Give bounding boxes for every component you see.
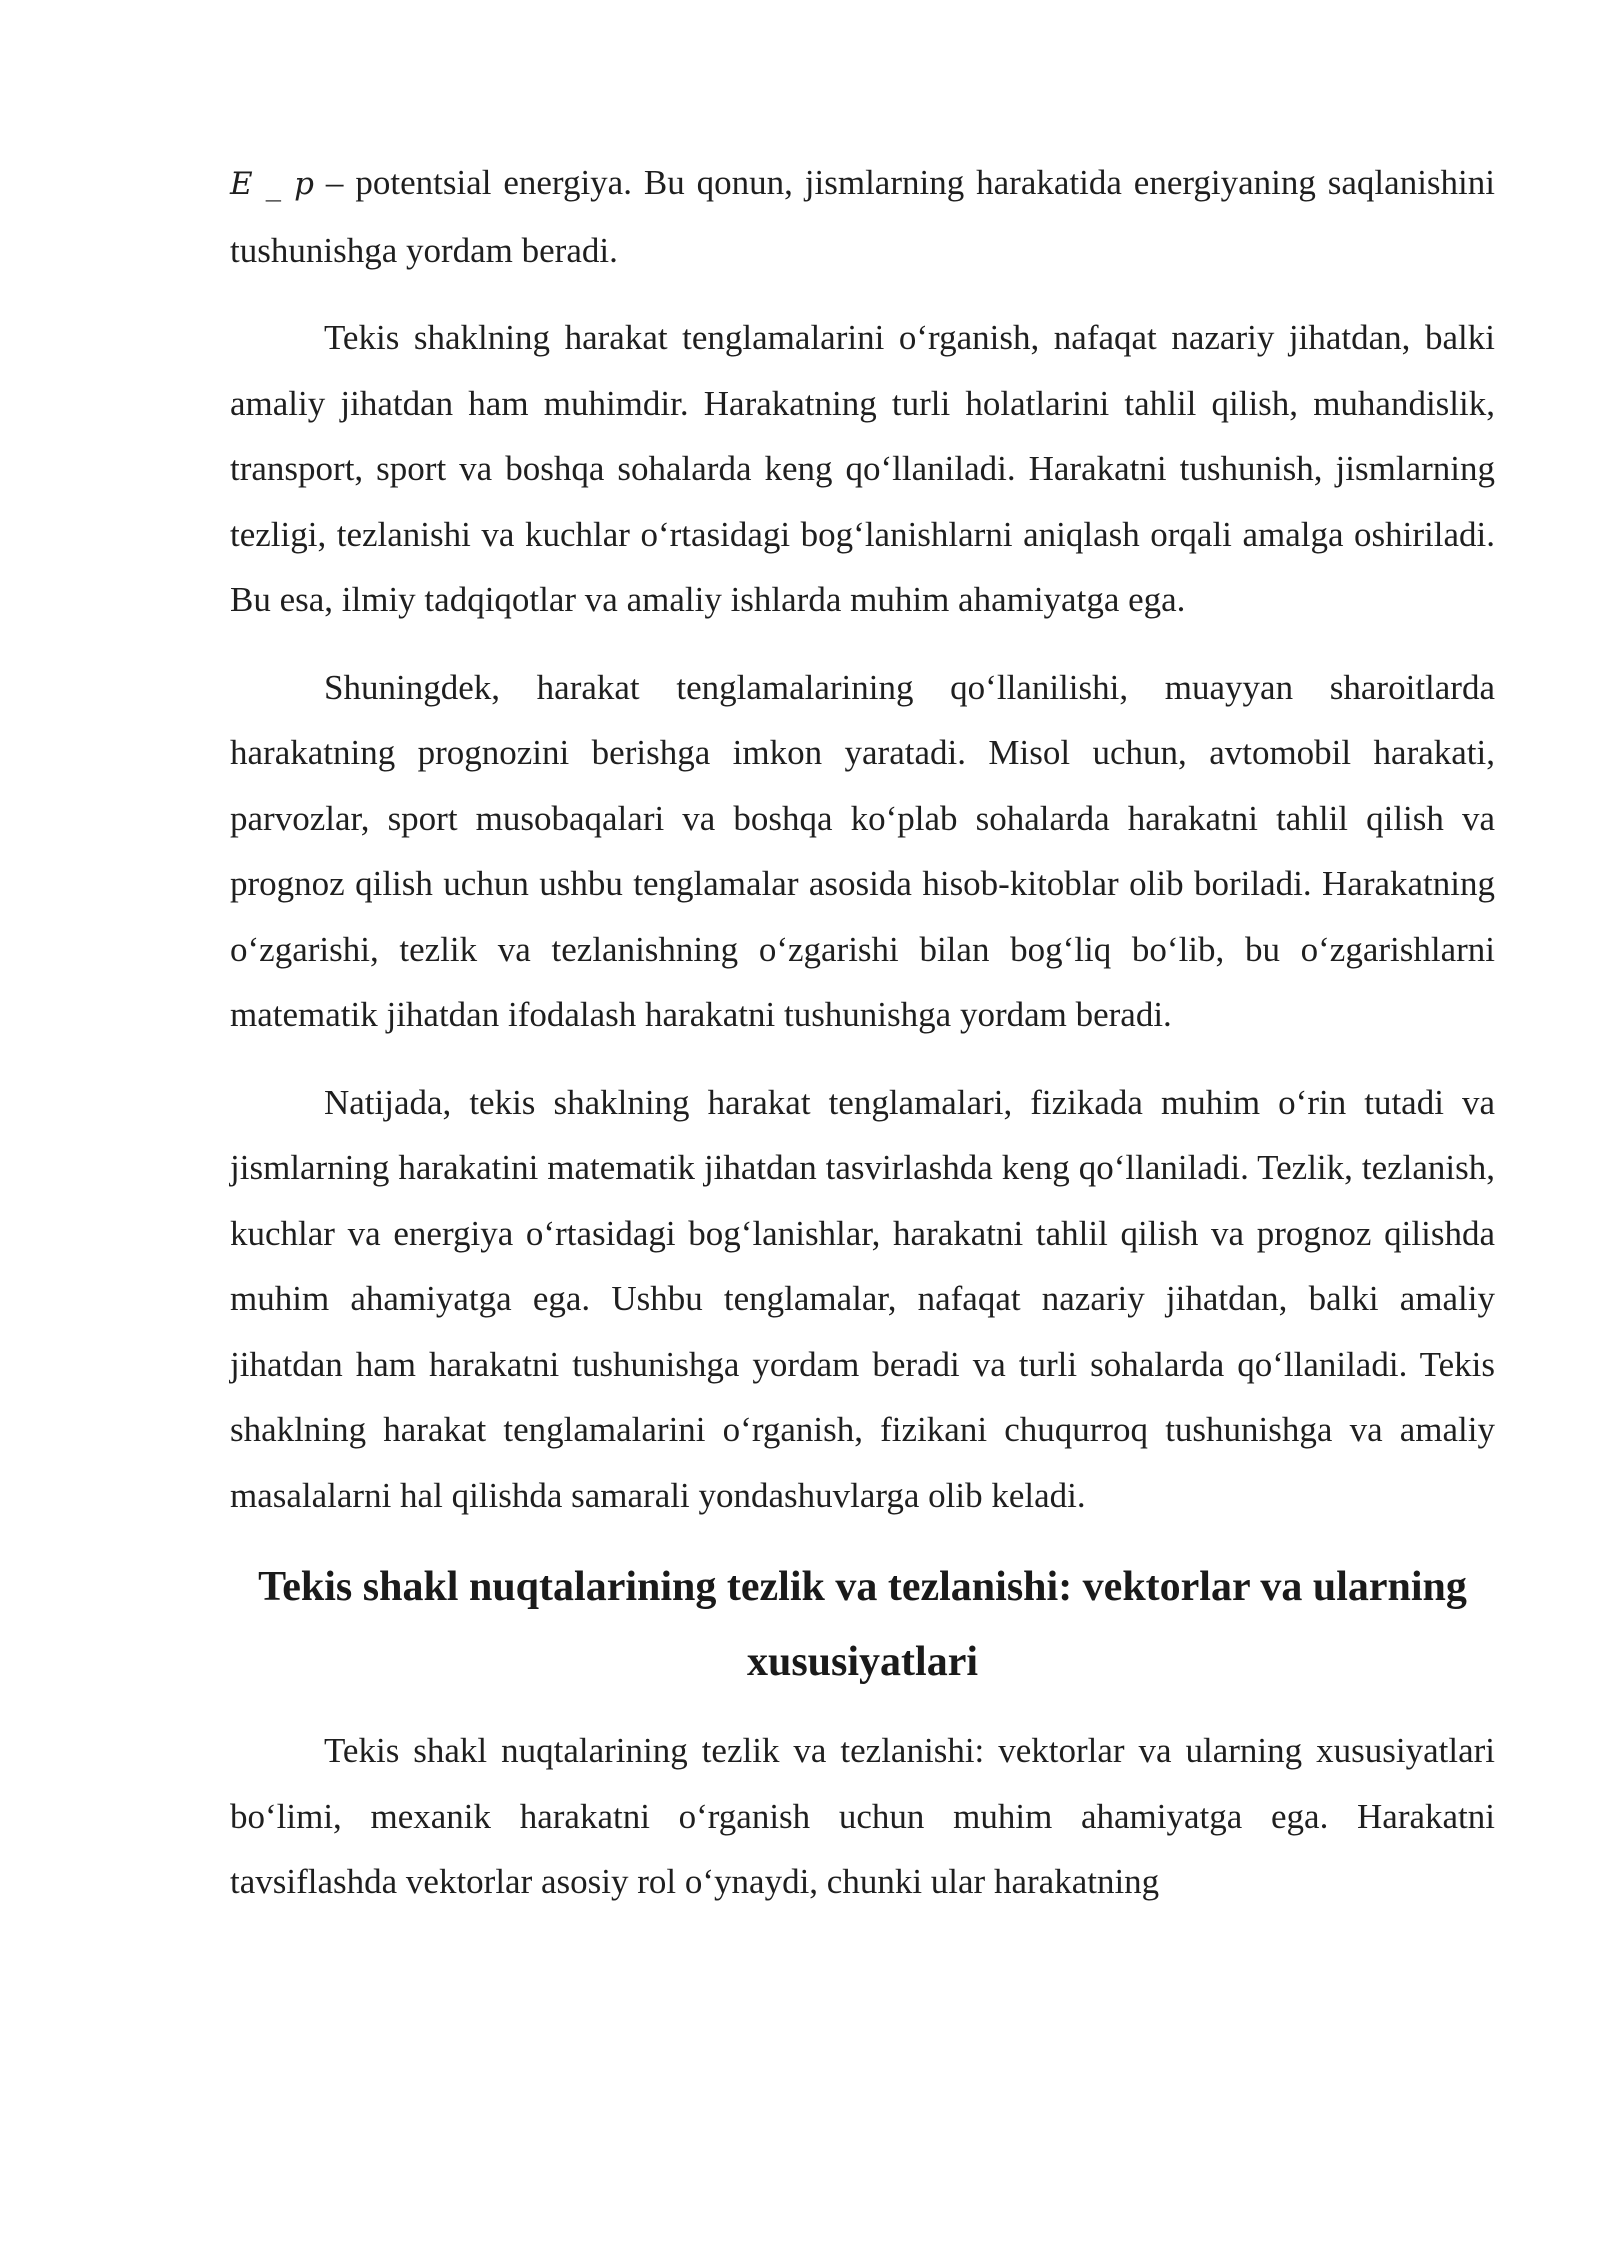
intro-paragraph: [230, 150, 1495, 283]
paragraph-1: Tekis shaklning harakat tenglamalarini o‘rganish, nafaqat nazariy jihatdan, balki amaliy jihatdan ham muhimdir. Harakatning turli holatlarini tahlil qilish, muhandislik, transport, sport va boshqa sohalarda keng qo‘llaniladi. Harakatni tushunish, jismlarning tezligi, tezlanishi va kuchlar o‘rtasidagi bog‘lanishlarni aniqlash orqali amalga oshiriladi. Bu esa, ilmiy tadqiqotlar va amaliy ishlarda muhim ahamiyatga ega.: [230, 318, 1495, 619]
formula-ep: E _ p: [230, 166, 315, 202]
intro-text: – potentsial energiya. Bu qonun, jismlarning harakatida energiyaning saqlanishini tushunishga yordam beradi.: [230, 163, 1495, 270]
paragraph-3: Natijada, tekis shaklning harakat tenglamalari, fizikada muhim o‘rin tutadi va jismlarning harakatini matematik jihatdan tasvirlashda keng qo‘llaniladi. Tezlik, tezlanish, kuchlar va energiya o‘rtasidagi bog‘lanishlar, harakatni tahlil qilish va prognoz qilishda muhim ahamiyatga ega. Ushbu tenglamalar, nafaqat nazariy jihatdan, balki amaliy jihatdan ham harakatni tushunishga yordam beradi va turli sohalarda qo‘llaniladi. Tekis shaklning harakat tenglamalarini o‘rganish, fizikani chuqurroq tushunishga va amaliy masalalarni hal qilishda samarali yondashuvlarga olib keladi.: [230, 1082, 1495, 1515]
section-heading: Tekis shakl nuqtalarining tezlik va tezlanishi: vektorlar va ularning xususiyatlari: [258, 1564, 1467, 1685]
paragraph-2: Shuningdek, harakat tenglamalarining qo‘llanilishi, muayyan sharoitlarda harakatning prognozini berishga imkon yaratadi. Misol uchun, avtomobil harakati, parvozlar, sport musobaqalari va boshqa ko‘plab sohalarda harakatni tahlil qilish va prognoz qilish uchun ushbu tenglamalar asosida hisob-kitoblar olib boriladi. Harakatning o‘zgarishi, tezlik va tezlanishning o‘zgarishi bilan bog‘liq bo‘lib, bu o‘zgarishlarni matematik jihatdan ifodalash harakatni tushunishga yordam beradi.: [230, 667, 1495, 1034]
document-page: [230, 150, 1495, 1937]
section-paragraph: Tekis shakl nuqtalarining tezlik va tezlanishi: vektorlar va ularning xususiyatlari bo‘limi, mexanik harakatni o‘rganish uchun muhim ahamiyatga ega. Harakatni tavsiflashda vektorlar asosiy rol o‘ynaydi, chunki ular harakatning: [230, 1731, 1495, 1901]
